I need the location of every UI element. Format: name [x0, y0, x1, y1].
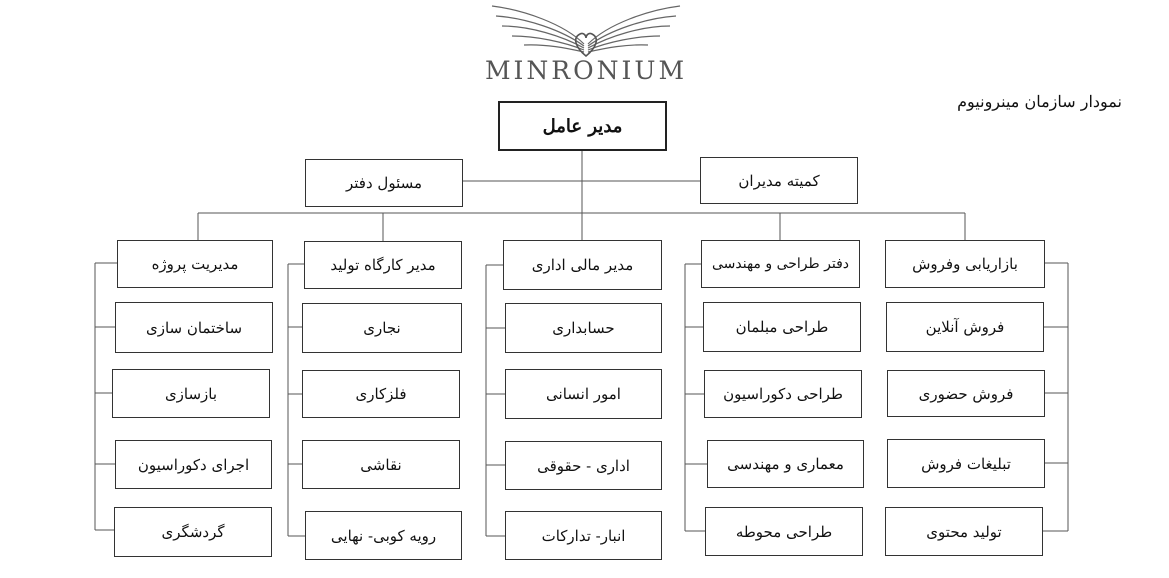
logo-wordmark: MINRONIUM	[484, 56, 688, 85]
dept-production-item: رویه کوبی- نهایی	[305, 511, 462, 560]
winged-heart-icon	[484, 4, 688, 62]
dept-production-item: نقاشی	[302, 440, 460, 489]
dept-marketing-item: فروش حضوری	[887, 370, 1045, 417]
managers-committee-box: کمیته مدیران	[700, 157, 858, 204]
dept-marketing-item: تبلیغات فروش	[887, 439, 1045, 488]
dept-production-head: مدیر کارگاه تولید	[304, 241, 462, 289]
dept-production-item: نجاری	[302, 303, 462, 353]
minronium-logo	[484, 4, 688, 86]
dept-design-item: معماری و مهندسی	[707, 440, 864, 488]
dept-finance-item: اداری - حقوقی	[505, 441, 662, 490]
dept-finance-item: حسابداری	[505, 303, 662, 353]
dept-project-item: بازسازی	[112, 369, 270, 418]
dept-finance-item: انبار- تدارکات	[505, 511, 662, 560]
dept-project-management-head: مدیریت پروژه	[117, 240, 273, 288]
dept-finance-admin-head: مدیر مالی اداری	[503, 240, 662, 290]
dept-design-item: طراحی مبلمان	[703, 302, 861, 352]
dept-production-item: فلزکاری	[302, 370, 460, 418]
dept-project-item: گردشگری	[114, 507, 272, 557]
dept-finance-item: امور انسانی	[505, 369, 662, 419]
dept-marketing-item: تولید محتوی	[885, 507, 1043, 556]
dept-marketing-item: فروش آنلاین	[886, 302, 1044, 352]
dept-design-engineering-head: دفتر طراحی و مهندسی	[701, 240, 860, 288]
dept-project-item: اجرای دکوراسیون	[115, 440, 272, 489]
office-manager-box: مسئول دفتر	[305, 159, 463, 207]
dept-design-item: طراحی محوطه	[705, 507, 863, 556]
dept-project-item: ساختمان سازی	[115, 302, 273, 353]
dept-design-item: طراحی دکوراسیون	[704, 370, 862, 418]
chart-title: نمودار سازمان مینرونیوم	[957, 92, 1122, 111]
dept-marketing-sales-head: بازاریابی وفروش	[885, 240, 1045, 288]
ceo-box: مدیر عامل	[498, 101, 667, 151]
